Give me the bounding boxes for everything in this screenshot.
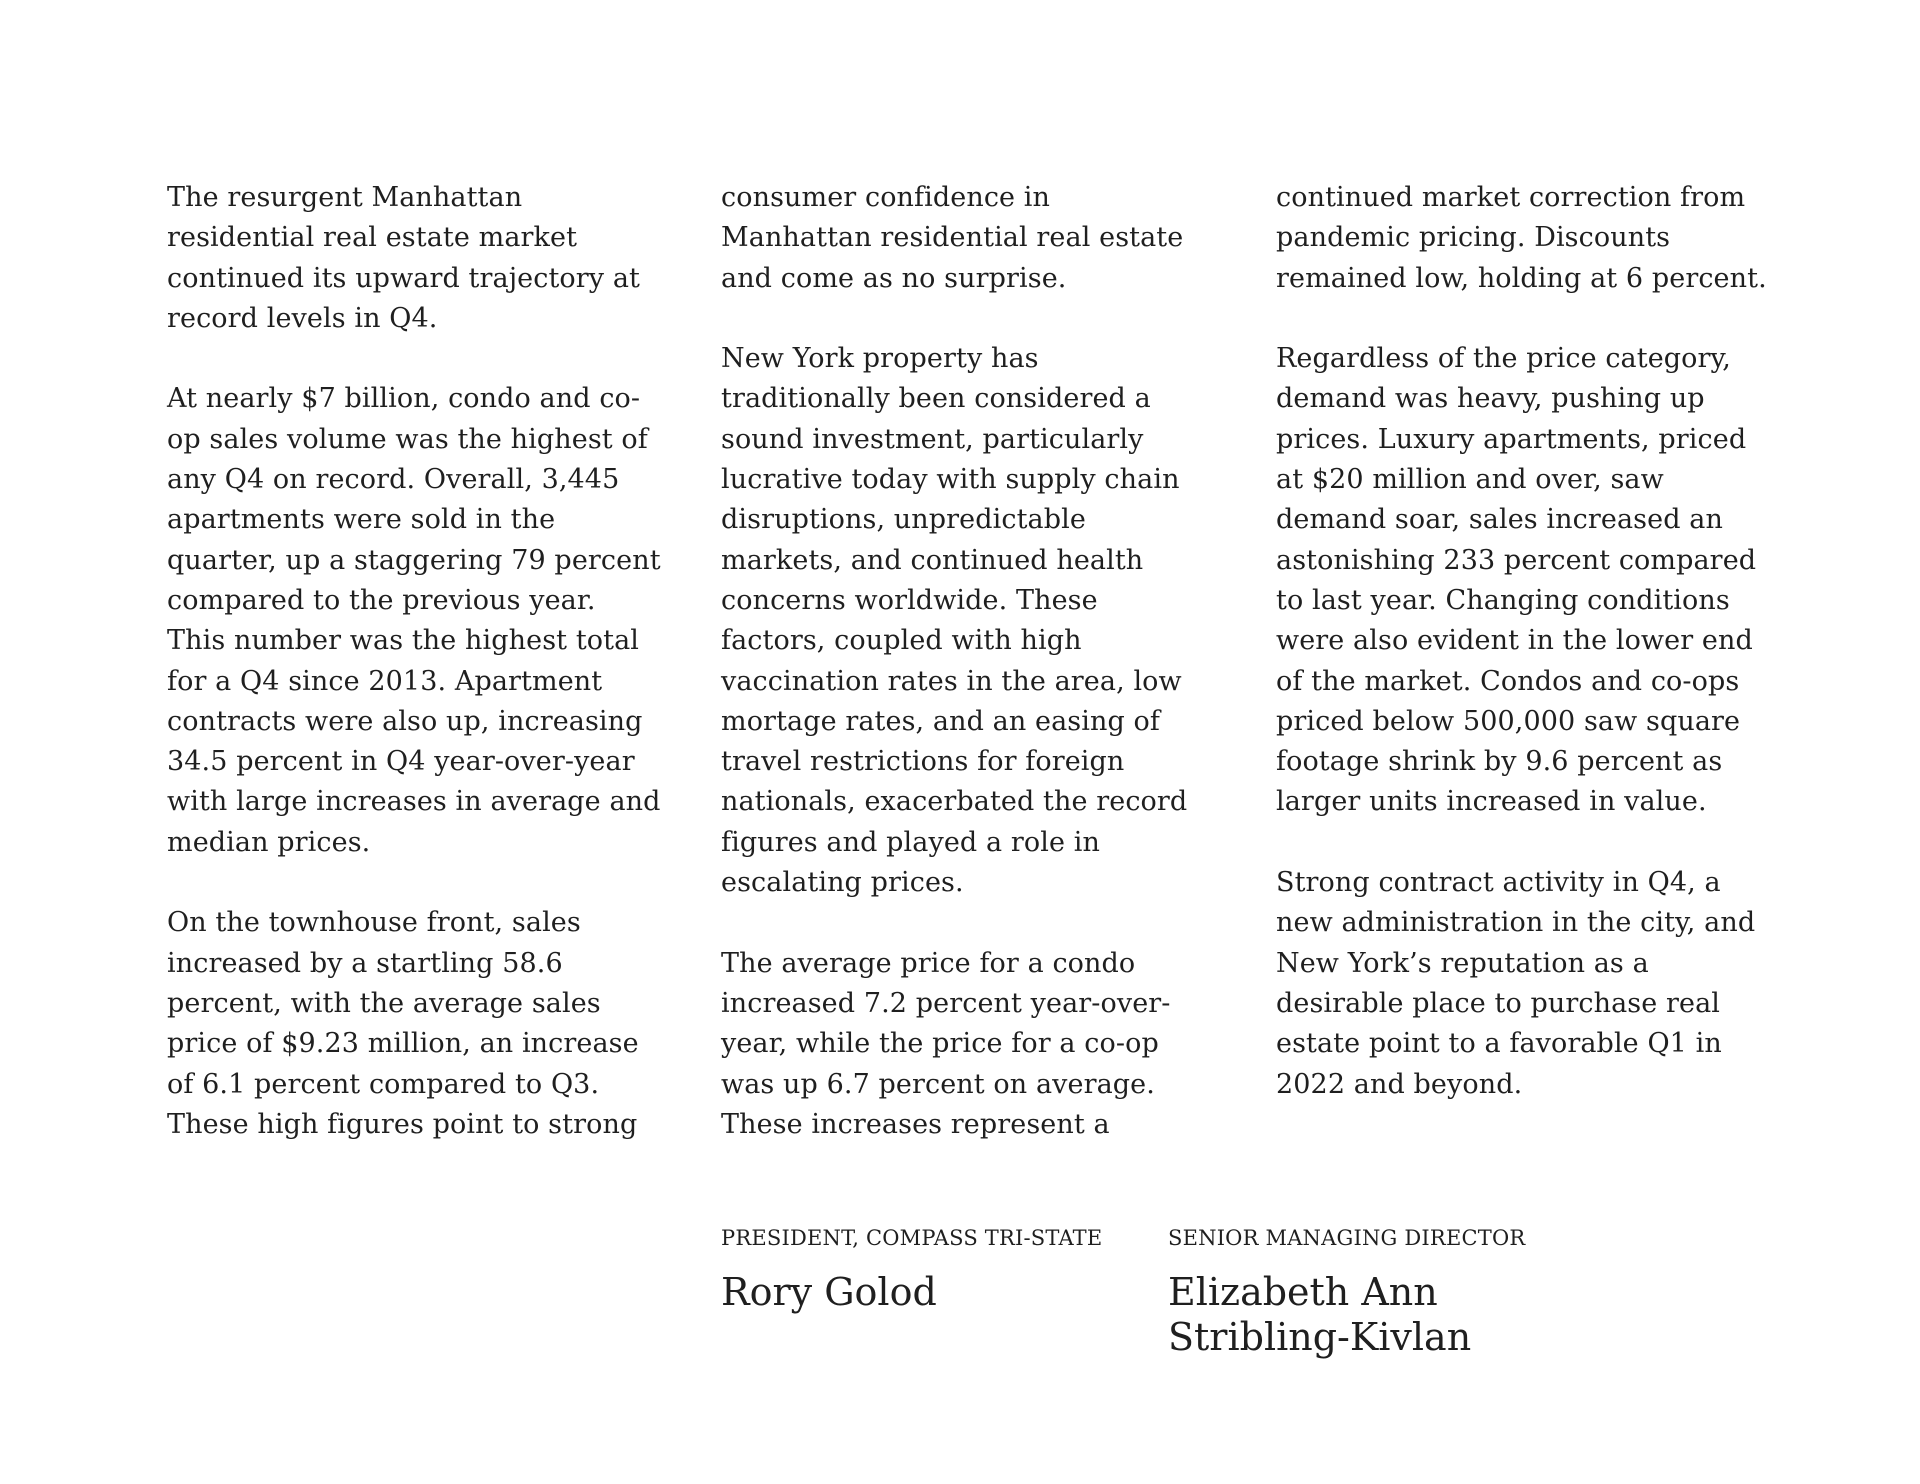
paragraph: continued market correction from pandemic pricing. Discounts remained low, holding at 6 percent. bbox=[1276, 182, 1767, 294]
article-column-2 bbox=[721, 178, 1221, 1145]
paragraph: Regardless of the price category, demand was heavy, pushing up prices. Luxury apartments, priced at $20 million and over, saw demand soar, sales increased an astonishing 233 percent compared to last year. Changing conditions were also evident in the lower end of the market. Condos and co-ops priced below 500,000 saw square footage shrink by 9.6 percent as larger units increased in value. bbox=[1276, 343, 1757, 818]
paragraph: Strong contract activity in Q4, a new administration in the city, and New York’s reputation as a desirable place to purchase real estate point to a favorable Q1 in 2022 and beyond. bbox=[1276, 867, 1756, 1100]
signatory-name: Elizabeth Ann Stribling-Kivlan bbox=[1168, 1270, 1472, 1359]
signatory-title: SENIOR MANAGING DIRECTOR bbox=[1168, 1226, 1526, 1250]
signature-block-managing-director bbox=[1168, 1224, 1588, 1360]
paragraph: The resurgent Manhattan residential real estate market continued its upward trajectory at record levels in Q4. bbox=[167, 182, 640, 334]
paragraph: New York property has traditionally been considered a sound investment, particularly lucrative today with supply chain disruptions, unpredictable markets, and continued health concerns worldwide. These factors, coupled with high vaccination rates in the area, low mortage rates, and an easing of travel restrictions for foreign nationals, exacerbated the record figures and played a role in escalating prices. bbox=[721, 343, 1188, 899]
signature-block-president bbox=[721, 1224, 1141, 1315]
paragraph: The average price for a condo increased 7.2 percent year-over- year, while the price for a co-op was up 6.7 percent on average. These increases represent a bbox=[721, 947, 1171, 1140]
article-column-3 bbox=[1276, 178, 1776, 1105]
signatory-title: PRESIDENT, COMPASS TRI-STATE bbox=[721, 1226, 1103, 1250]
paragraph: consumer confidence in Manhattan residential real estate and come as no surprise. bbox=[721, 182, 1184, 294]
paragraph: At nearly $7 billion, condo and co- op sales volume was the highest of any Q4 on record. Overall, 3,445 apartments were sold in the quarter, up a staggering 79 percent compared to the previous year. This number was the highest total for a Q4 since 2013. Apartment contracts were also up, increasing 34.5 percent in Q4 year-over-year with large increases in average and median prices. bbox=[167, 383, 661, 858]
article-column-1 bbox=[167, 178, 667, 1145]
paragraph: On the townhouse front, sales increased by a startling 58.6 percent, with the average sales price of $9.23 million, an increase of 6.1 percent compared to Q3. These high figures point to strong bbox=[167, 907, 639, 1140]
signatory-name: Rory Golod bbox=[721, 1270, 937, 1314]
